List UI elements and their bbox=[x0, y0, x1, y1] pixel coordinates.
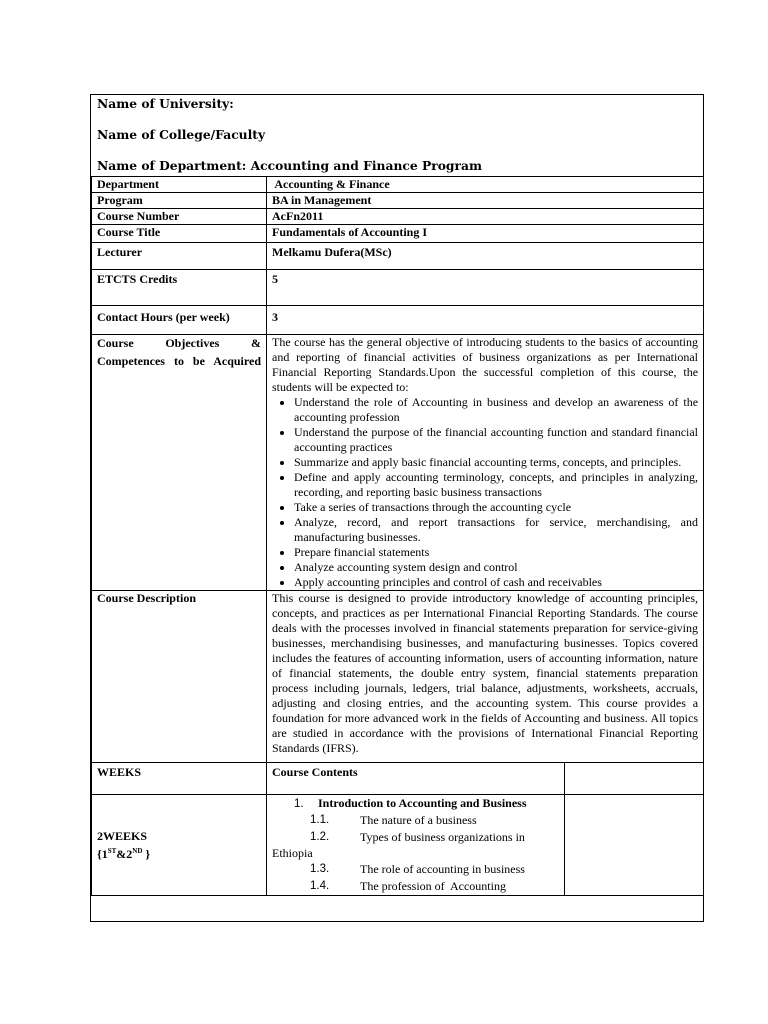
course-title-value: Fundamentals of Accounting I bbox=[267, 225, 704, 243]
list-item: 1.1. The nature of a business bbox=[310, 813, 477, 827]
table-row bbox=[92, 763, 704, 795]
objectives-label: Course Objectives & Competences to be Acquired bbox=[97, 336, 261, 368]
contact-hours-value: 3 bbox=[267, 306, 704, 335]
credits-value: 5 bbox=[267, 270, 704, 306]
week-label: 2WEEKS bbox=[97, 828, 148, 843]
list-item: • Analyze accounting system design and control bbox=[294, 560, 698, 575]
course-outline-table bbox=[90, 94, 704, 922]
list-item-wrap: Ethiopia bbox=[272, 846, 313, 860]
list-item: • Define and apply accounting terminology, concepts, and principles in analyzing, recording, and reporting basic business transactions bbox=[294, 470, 698, 500]
objectives-intro: The course has the general objective of introducing students to the basics of accounting and reporting of financial activities of business organizations as per International Financial Reporting Standards.Upon the successful completion of this course, the students will be expected to: bbox=[272, 335, 699, 394]
table-row bbox=[92, 193, 704, 209]
list-item: • Apply accounting principles and control of cash and receivables bbox=[294, 575, 698, 590]
table-row bbox=[92, 243, 704, 270]
contents-header: Course Contents bbox=[267, 763, 565, 795]
empty-cell bbox=[565, 795, 704, 896]
list-item: • Summarize and apply basic financial accounting terms, concepts, and principles. bbox=[294, 455, 698, 470]
list-item: 1.3. The role of accounting in business bbox=[310, 862, 525, 876]
description-label: Course Description bbox=[92, 591, 267, 763]
course-title-label: Course Title bbox=[92, 225, 267, 243]
table-row bbox=[92, 795, 704, 896]
list-item: • Understand the purpose of the financial accounting function and standard financial accounting practices bbox=[294, 425, 698, 455]
course-number-value: AcFn2011 bbox=[267, 209, 704, 225]
table-row bbox=[92, 177, 704, 193]
lecturer-value: Melkamu Dufera(MSc) bbox=[267, 243, 704, 270]
program-label: Program bbox=[92, 193, 267, 209]
table-row bbox=[92, 591, 704, 763]
week-range: {1ST&2ND } bbox=[97, 846, 151, 861]
credits-label: ETCTS Credits bbox=[92, 270, 267, 306]
department-value: Accounting & Finance bbox=[267, 177, 704, 193]
college-name: Name of College/Faculty bbox=[97, 127, 266, 142]
document-header bbox=[91, 95, 703, 176]
unit-title: 1. Introduction to Accounting and Business bbox=[294, 796, 527, 810]
course-number-label: Course Number bbox=[92, 209, 267, 225]
unit-contents bbox=[267, 795, 565, 896]
table-row bbox=[92, 225, 704, 243]
program-value: BA in Management bbox=[267, 193, 704, 209]
contact-hours-label: Contact Hours (per week) bbox=[92, 306, 267, 335]
list-item: 1.4. The profession of Accounting bbox=[310, 879, 506, 893]
empty-cell bbox=[565, 763, 704, 795]
department-label: Department bbox=[92, 177, 267, 193]
table-row bbox=[92, 270, 704, 306]
table-row bbox=[92, 209, 704, 225]
list-item: • Take a series of transactions through the accounting cycle bbox=[294, 500, 698, 515]
university-name: Name of University: bbox=[97, 96, 234, 111]
table-row bbox=[92, 335, 704, 591]
weeks-header: WEEKS bbox=[92, 763, 267, 795]
lecturer-label: Lecturer bbox=[92, 243, 267, 270]
week-cell bbox=[92, 795, 267, 896]
list-item: • Analyze, record, and report transactions for service, merchandising, and manufacturing businesses. bbox=[294, 515, 698, 545]
department-name: Name of Department: Accounting and Finance Program bbox=[97, 158, 482, 173]
description-text: This course is designed to provide introductory knowledge of accounting principles, concepts, and practices as per International Financial Reporting Standards. The course deals with the processes involved in financial statements preparation for service-giving businesses, merchandising businesses, and manufacturing businesses. Topics covered includes the features of accounting information, users of accounting information, nature of financial statements, the double entry system, financial statements preparation process including journals, ledgers, trial balance, adjustments, worksheets, accruals, adjusting and closing entries, and the accounting system. This course provides a foundation for more advanced work in the fields of Accounting and business. All topics are studied in accordance with the provisions of International Financial Reporting Standards (IFRS). bbox=[267, 591, 704, 763]
objectives-list bbox=[272, 395, 698, 590]
list-item: • Prepare financial statements bbox=[294, 545, 698, 560]
list-item: 1.2. Types of business organizations in bbox=[310, 829, 525, 844]
course-details-table bbox=[91, 176, 704, 896]
table-row bbox=[92, 306, 704, 335]
list-item: • Understand the role of Accounting in business and develop an awareness of the accounting profession bbox=[294, 395, 698, 425]
